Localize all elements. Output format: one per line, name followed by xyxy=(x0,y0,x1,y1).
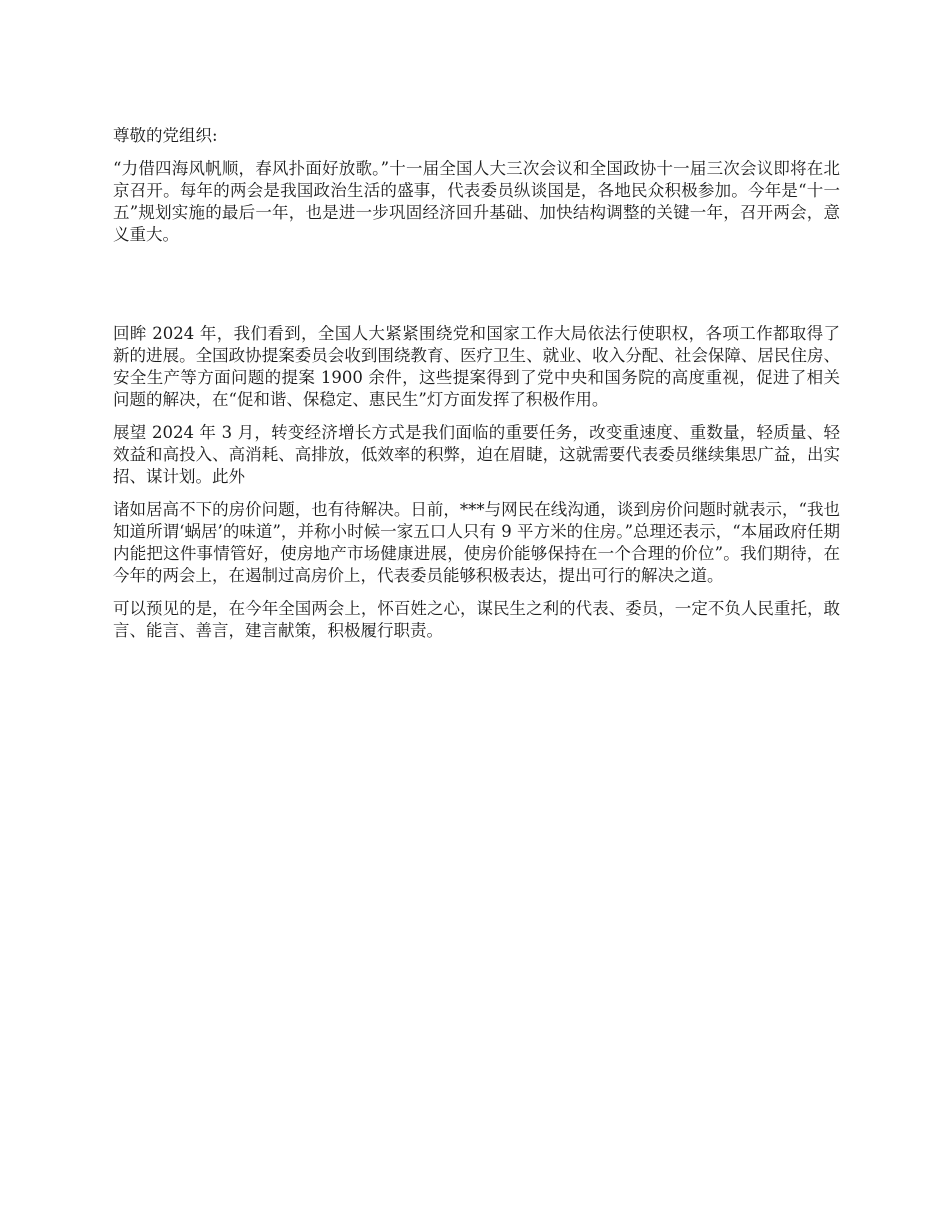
paragraph-conclusion: 可以预见的是，在今年全国两会上，怀百姓之心，谋民生之利的代表、委员，一定不负人民重托，敢言、能言、善言，建言献策，积极履行职责。 xyxy=(113,599,840,640)
document-body xyxy=(113,120,840,653)
paragraph-outlook: 展望 2024 年 3 月，转变经济增长方式是我们面临的重要任务，改变重速度、重数量，轻质量、轻效益和高投入、高消耗、高排放，低效率的积弊，迫在眉睫，这就需要代表委员继续集思广益，出实招、谋计划。此外 xyxy=(113,423,840,486)
blank-space xyxy=(113,257,840,323)
paragraph-intro: “力借四海风帆顺，春风扑面好放歌。”十一届全国人大三次会议和全国政协十一届三次会议即将在北京召开。每年的两会是我国政治生活的盛事，代表委员纵谈国是，各地民众积极参加。今年是“十一五”规划实施的最后一年，也是进一步巩固经济回升基础、加快结构调整的关键一年，召开两会，意义重大。 xyxy=(113,159,840,244)
salutation: 尊敬的党组织: xyxy=(113,126,218,145)
paragraph-housing: 诸如居高不下的房价问题，也有待解决。日前，***与网民在线沟通，谈到房价问题时就表示，“我也知道所谓‘蜗居’的味道”，并称小时候一家五口人只有 9 平方米的住房。”总理还表示，“本届政府任期内能把这件事情管好，使房地产市场健康进展，使房价能够保持在一个合理的价位”。我们期待，在今年的两会上，在遏制过高房价上，代表委员能够积极表达，提出可行的解决之道。 xyxy=(113,500,840,585)
paragraph-review: 回眸 2024 年，我们看到，全国人大紧紧围绕党和国家工作大局依法行使职权，各项工作都取得了新的进展。全国政协提案委员会收到围绕教育、医疗卫生、就业、收入分配、社会保障、居民住房、安全生产等方面问题的提案 1900 余件，这些提案得到了党中央和国务院的高度重视，促进了相关问题的解决，在“促和谐、保稳定、惠民生”灯方面发挥了积极作用。 xyxy=(113,324,840,409)
